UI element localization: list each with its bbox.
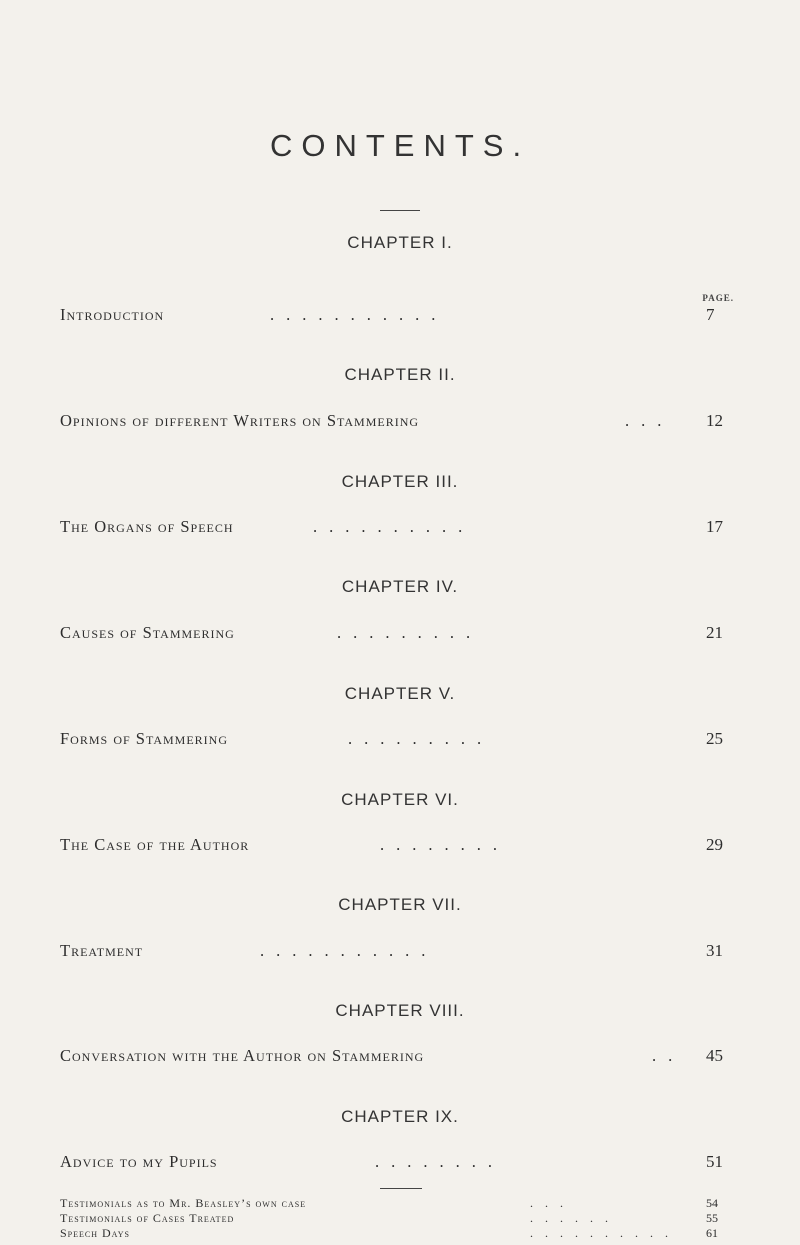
leader-dots: .......... [313, 517, 475, 536]
entry-label: The Organs of Speech [60, 517, 234, 536]
entry-label: Introduction [60, 305, 165, 324]
leader-dots: ........ [380, 835, 509, 854]
leader-dots: ......... [337, 623, 483, 642]
leader-dots: ...... [530, 1211, 620, 1225]
chapter-heading: CHAPTER III. [341, 472, 459, 491]
title-rule [380, 210, 420, 211]
leader-dots: ........ [375, 1152, 504, 1171]
page-number: 25 [706, 729, 723, 748]
page-number: 54 [706, 1196, 718, 1210]
chapter-heading: CHAPTER VIII. [335, 1001, 465, 1020]
entry-label: Causes of Stammering [60, 623, 235, 642]
leader-dots: ... [530, 1196, 575, 1210]
page-number: 7 [706, 305, 715, 324]
entry-label: Treatment [60, 941, 144, 960]
leader-dots: ... [625, 411, 674, 430]
leader-dots: ......... [348, 729, 494, 748]
contents-title: CONTENTS. [269, 128, 531, 163]
entry-label: Testimonials as to Mr. Beasley’s own case [60, 1196, 307, 1210]
entry-label: Advice to my Pupils [60, 1152, 218, 1171]
chapter-heading: CHAPTER VI. [341, 790, 459, 809]
entry-label: Testimonials of Cases Treated [60, 1211, 235, 1225]
entry-label: Conversation with the Author on Stammering [60, 1046, 425, 1065]
page-number: 17 [706, 517, 723, 536]
chapter-heading: CHAPTER IV. [341, 577, 459, 596]
page-number: 61 [706, 1226, 718, 1240]
leader-dots: .. [652, 1046, 685, 1065]
leader-dots: .......... [530, 1226, 680, 1240]
page-number: 12 [706, 411, 723, 430]
entry-label: The Case of the Author [60, 835, 250, 854]
entry-label: Speech Days [60, 1226, 130, 1240]
chapter-heading: CHAPTER IX. [341, 1107, 459, 1126]
page-number: 31 [706, 941, 723, 960]
leader-dots: ........... [270, 305, 448, 324]
leader-dots: ........... [260, 941, 438, 960]
page-number: 29 [706, 835, 723, 854]
page-number: 55 [706, 1211, 718, 1225]
page-number: 51 [706, 1152, 723, 1171]
chapter-heading: CHAPTER V. [344, 684, 456, 703]
page-number: 21 [706, 623, 723, 642]
entry-label: Forms of Stammering [60, 729, 228, 748]
chapter-heading: CHAPTER I. [347, 233, 453, 252]
page-column-heading: PAGE. [702, 293, 734, 303]
page-number: 45 [706, 1046, 723, 1065]
section-rule [380, 1188, 422, 1189]
chapter-heading: CHAPTER VII. [338, 895, 462, 914]
entry-label: Opinions of different Writers on Stammering [60, 411, 420, 430]
chapter-heading: CHAPTER II. [344, 365, 456, 384]
